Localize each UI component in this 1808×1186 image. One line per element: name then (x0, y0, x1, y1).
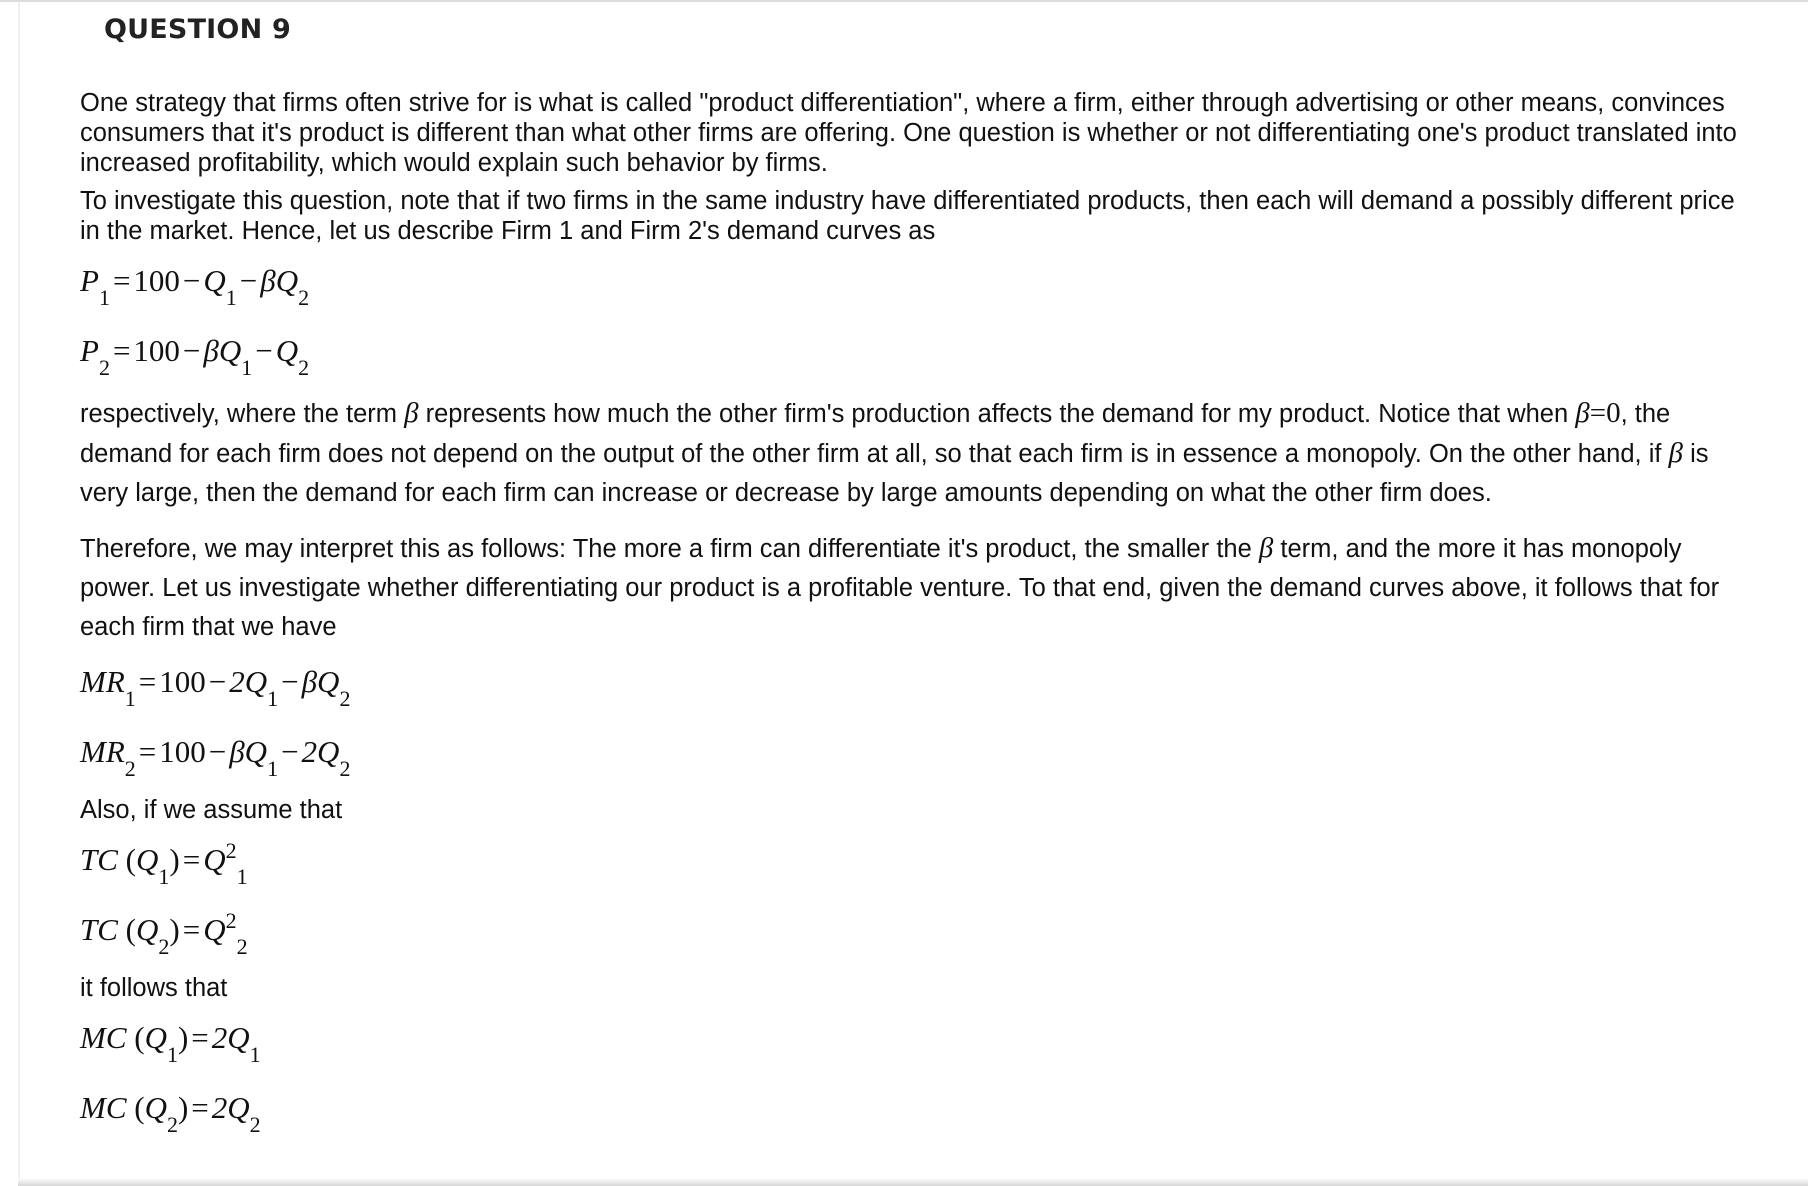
question-title: QUESTION 9 (104, 14, 291, 45)
interpretation-paragraph: Therefore, we may interpret this as follows: The more a firm can differentiate it's product, the smaller the β term, and the more it has monopoly power. Let us investigate whether differentiating our product is a profitable venture. To that end, given the demand curves above, it follows that for each firm that we have (80, 532, 1720, 641)
marginal-cost-firm2: MC $(Q_2)=2Q_2$ (80, 1090, 261, 1137)
left-divider (18, 2, 20, 1182)
investigate-paragraph: To investigate this question, note that if two firms in the same industry have differentiated products, then each will demand a possibly different price in the market. Hence, let us describe Firm 1 and Firm 2's demand curves as (80, 187, 1735, 245)
demand-equation-firm2: $P_2=100-\beta Q_1-Q_2$ (80, 333, 310, 380)
intro-paragraph: One strategy that firms often strive for is what is called "product differentiation", where a firm, either through advertising or other means, convinces consumers that it's product is different than what other firms are offering. One question is whether or not differentiating one's product translated into increased profitability, which would explain such behavior by firms. (80, 89, 1737, 177)
question-body (80, 88, 1740, 1151)
top-divider (0, 0, 1808, 2)
demand-equation-firm1: $P_1=100-Q_1-\beta Q_2$ (80, 263, 310, 310)
marginal-revenue-firm2: $MR_2=100-\beta Q_1-2Q_2$ (80, 734, 351, 781)
marginal-cost-firm1: MC $(Q_1)=2Q_1$ (80, 1020, 261, 1067)
total-cost-firm2: TC $(Q_2)=Q^2_2$ (80, 908, 248, 959)
follows-paragraph: it follows that (80, 974, 228, 1002)
assume-paragraph: Also, if we assume that (80, 796, 343, 824)
total-cost-firm1: TC $(Q_1)=Q^2_1$ (80, 838, 248, 889)
marginal-revenue-firm1: $MR_1=100-2Q_1-\beta Q_2$ (80, 664, 351, 711)
bottom-divider (18, 1178, 1808, 1186)
beta-explanation-paragraph: respectively, where the term β represents how much the other firm's production affects the demand for my product. Notice that when β=0, the demand for each firm does not depend on the output of the other firm at all, so that each firm is in essence a monopoly. On the other hand, if β is very large, then the demand for each firm can increase or decrease by large amounts depending on what the other firm does. (80, 397, 1709, 507)
